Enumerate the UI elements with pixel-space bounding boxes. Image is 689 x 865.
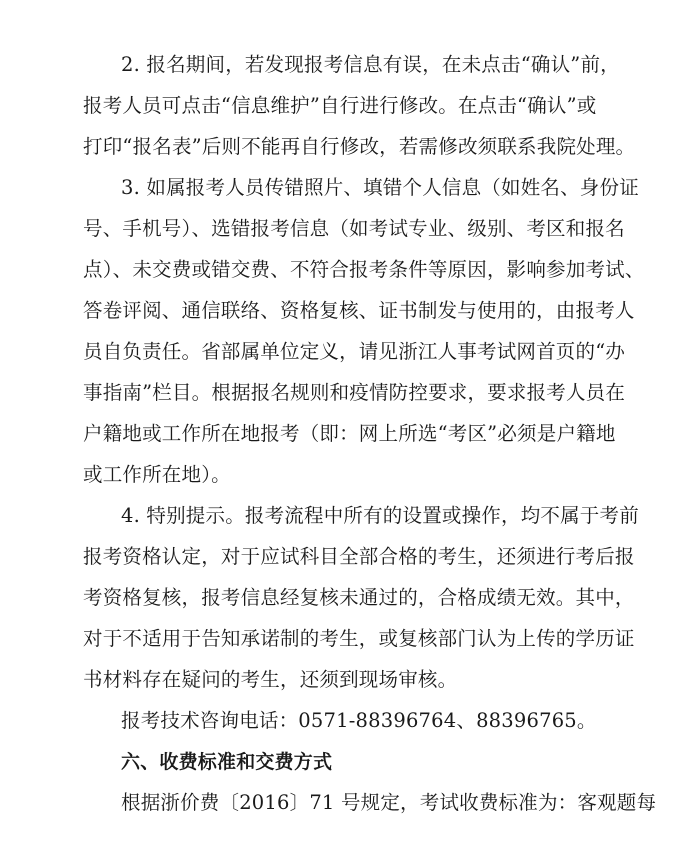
paragraph-line: 考资格复核，报考信息经复核未通过的，合格成绩无效。其中， [83,586,635,609]
paragraph-line: 事指南”栏目。根据报名规则和疫情防控要求，要求报考人员在 [83,381,626,404]
paragraph-line: 3. 如属报考人员传错照片、填错个人信息（如姓名、身份证 [121,176,639,199]
contact-phone-line: 报考技术咨询电话：0571-88396764、88396765。 [121,709,597,732]
paragraph-line: 户籍地或工作所在地报考（即：网上所选“考区”必须是户籍地 [83,422,616,445]
paragraph-line: 4. 特别提示。报考流程中所有的设置或操作，均不属于考前 [121,504,639,527]
paragraph-line: 打印“报名表”后则不能再自行修改，若需修改须联系我院处理。 [83,135,636,158]
section-heading: 六、收费标准和交费方式 [121,751,333,773]
paragraph-line: 员自负责任。省部属单位定义，请见浙江人事考试网首页的“办 [83,340,626,363]
paragraph-line: 书材料存在疑问的考生，还须到现场审核。 [83,668,458,691]
paragraph-line: 或工作所在地）。 [83,463,231,486]
paragraph-line: 号、手机号）、选错报考信息（如考试专业、级别、考区和报名 [83,217,625,240]
paragraph-line: 对于不适用于告知承诺制的考生，或复核部门认为上传的学历证 [83,627,635,650]
paragraph-line: 报考人员可点击“信息维护”自行进行修改。在点击“确认”或 [83,94,597,117]
paragraph-line: 答卷评阅、通信联络、资格复核、证书制发与使用的，由报考人 [83,299,635,322]
paragraph-line: 报考资格认定，对于应试科目全部合格的考生，还须进行考后报 [83,545,635,568]
paragraph-line: 2. 报名期间，若发现报考信息有误，在未点击“确认”前， [121,53,620,76]
paragraph-line: 点）、未交费或错交费、不符合报考条件等原因，影响参加考试、 [83,258,645,281]
paragraph-line: 根据浙价费〔2016〕71 号规定，考试收费标准为：客观题每 [121,791,657,814]
